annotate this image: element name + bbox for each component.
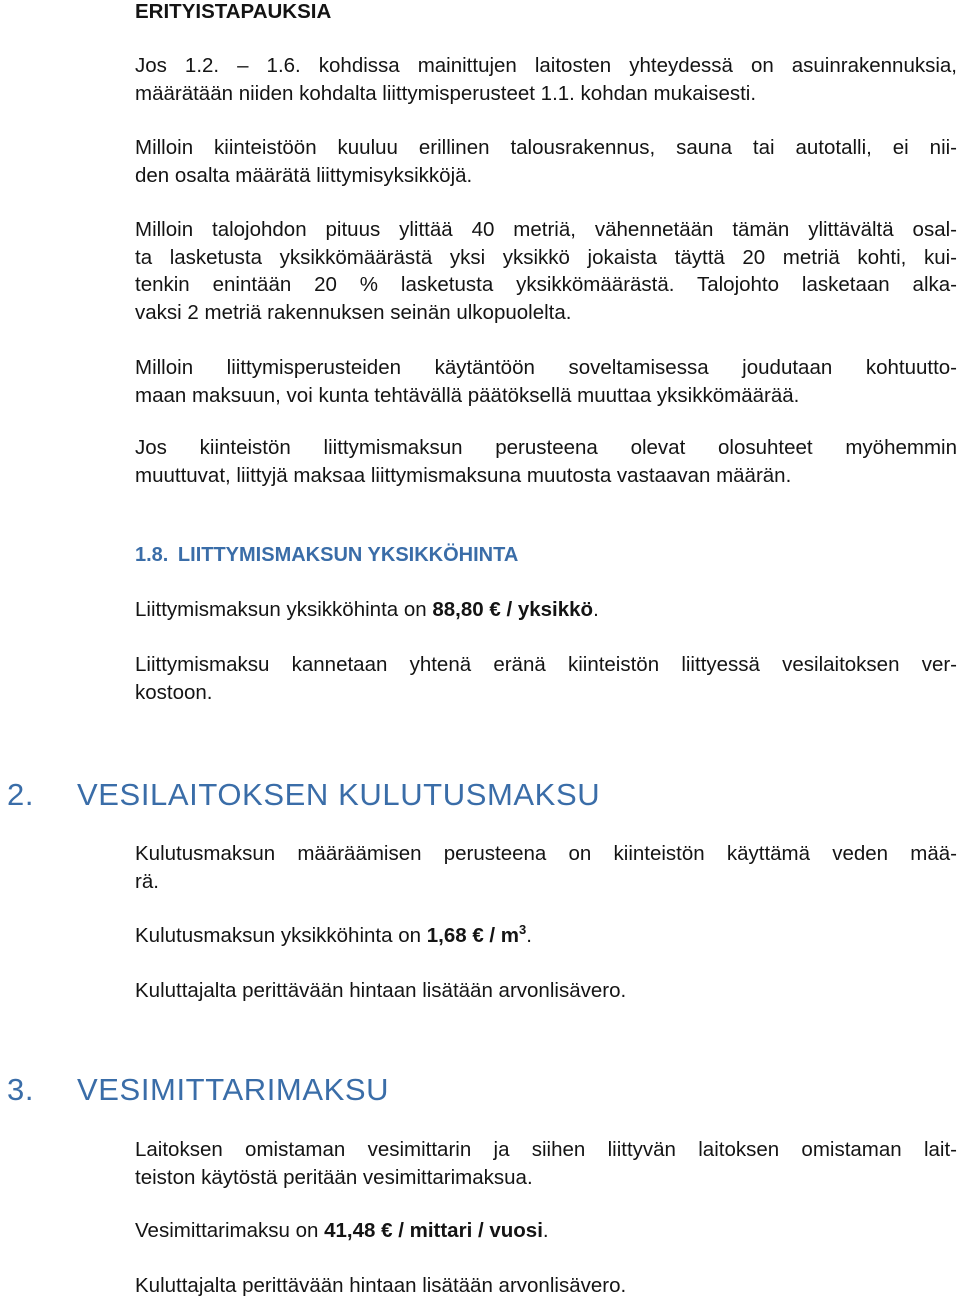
section-heading-2 bbox=[7, 777, 601, 813]
unit-price-liittymismaksu: Liittymismaksun yksikköhinta on 88,80 € / yksikkö. bbox=[135, 598, 599, 621]
section-title: VESIMITTARIMAKSU bbox=[77, 1072, 390, 1107]
paragraph-kulutusmaksu-peruste: Kulutusmaksun määräämisen perusteena on kiinteistön käyttämä veden mää- rä. bbox=[135, 842, 957, 893]
paragraph-vesimittari: Laitoksen omistaman vesimittarin ja siihen liittyvän laitoksen omistaman lait- teiston käytöstä peritään vesimittarimaksua. bbox=[135, 1138, 957, 1189]
paragraph-talojohto: Milloin talojohdon pituus ylittää 40 metriä, vähennetään tämän ylittävältä osal- ta lasketusta yksikkömäärästä yksi yksikkö jokaista täyttä 20 metriä kohti, kui- tenkin enintään 20 % lasketusta yksikkömäärästä. Talojohto lasketaan alka- vaksi 2 metriä rakennuksen seinän ulkopuolelta. bbox=[135, 218, 957, 324]
price-value: 41,48 € / mittari / vuosi bbox=[324, 1219, 543, 1242]
section-title: VESILAITOKSEN KULUTUSMAKSU bbox=[77, 777, 601, 812]
paragraph-talousrakennus: Milloin kiinteistöön kuuluu erillinen talousrakennus, sauna tai autotalli, ei nii- den osalta määrätä liittymisyksikköjä. bbox=[135, 136, 957, 187]
subsection-title: LIITTYMISMAKSUN YKSIKKÖHINTA bbox=[177, 544, 519, 566]
price-value: 1,68 € / m bbox=[426, 924, 520, 947]
subsection-number: 1.8. bbox=[135, 544, 169, 566]
unit-price-kulutusmaksu: Kulutusmaksun yksikköhinta on 1,68 € / $m^3$. bbox=[135, 922, 532, 947]
section-heading-3 bbox=[7, 1072, 390, 1108]
paragraph-asuinrakennukset: Jos 1.2. – 1.6. kohdissa mainittujen laitosten yhteydessä on asuinrakennuksia, määrätään niiden kohdalta liittymisperusteet 1.1. kohdan mukaisesti. bbox=[135, 54, 957, 105]
price-value: 88,80 € / yksikkö bbox=[432, 598, 594, 621]
subsection-heading-1-8 bbox=[135, 542, 518, 570]
section-heading-erityistapauksia: ERITYISTAPAUKSIA bbox=[135, 0, 332, 23]
paragraph-olosuhteet: Jos kiinteistön liittymismaksun perusteena olevat olosuhteet myöhemmin muuttuvat, liittyjä maksaa liittymismaksuna muutosta vastaavan määrän. bbox=[135, 436, 957, 487]
paragraph-kertamaksu: Liittymismaksu kannetaan yhtenä eränä kiinteistön liittyessä vesilaitoksen ver- kostoon. bbox=[135, 653, 957, 704]
paragraph-kohtuuton-maksu: Milloin liittymisperusteiden käytäntöön soveltamisessa joudutaan kohtuutto- maan maksuun, voi kunta tehtävällä päätöksellä muuttaa yksikkömäärää. bbox=[135, 356, 957, 407]
vat-note: Kuluttajalta perittävään hintaan lisätään arvonlisävero. bbox=[135, 979, 627, 1002]
vat-note: Kuluttajalta perittävään hintaan lisätään arvonlisävero. bbox=[135, 1274, 627, 1297]
section-number: 3. bbox=[7, 1072, 35, 1107]
superscript-exponent: 3 bbox=[519, 922, 527, 938]
section-number: 2. bbox=[7, 777, 35, 812]
unit-price-vesimittarimaksu: Vesimittarimaksu on 41,48 € / mittari / vuosi. bbox=[135, 1219, 549, 1242]
